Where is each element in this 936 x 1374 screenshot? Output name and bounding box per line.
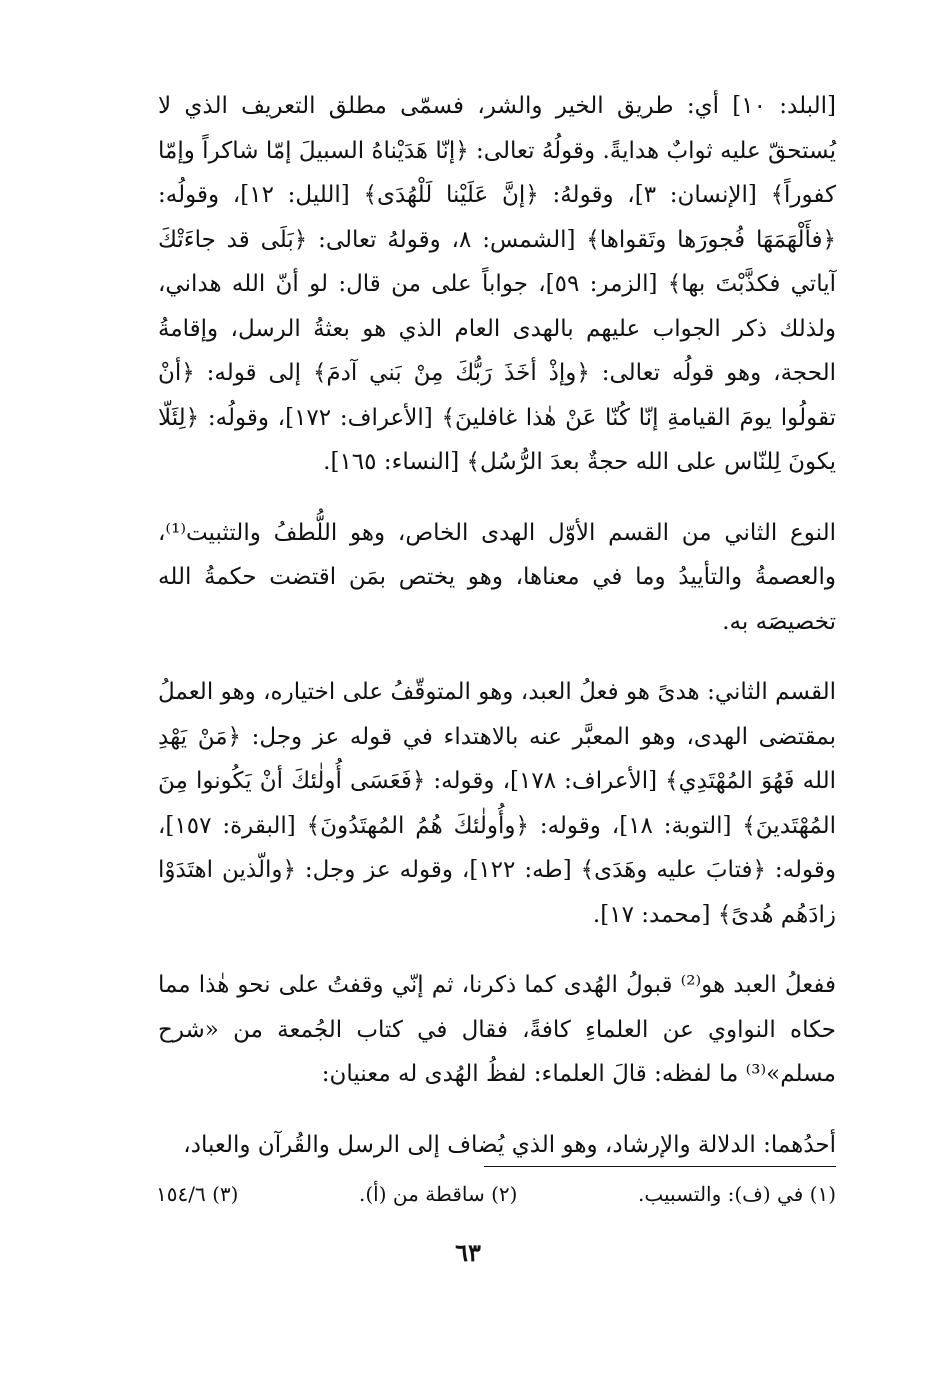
- paragraph-1: [البلد: ١٠] أي: طريق الخير والشر، فسمّى مطلق التعريف الذي لا يُستحقّ عليه ثوابٌ هدايةً. وقولُهُ تعالى: ﴿إنّا هَدَيْناهُ السبيلَ إمّا شاكراً وإمّا كفوراً﴾ [الإنسان: ٣]، وقولهُ: ﴿إنَّ عَلَيْنا لَلْهُدَى﴾ [الليل: ١٢]، وقولُه: ﴿فأَلْهَمَهَا فُجورَها وتَقواها﴾ [الشمس: ٨، وقولهُ تعالى: ﴿بَلَى قد جاءَتْكَ آياتي فكذَّبْتَ بها﴾ [الزمر: ٥٩]، جواباً على من قال: لو أنّ الله هداني، ولذلك ذكر الجواب عليهم بالهدى العام الذي هو بعثةُ الرسل، وإقامةُ الحجة، وهو قولُه تعالى: ﴿وإذْ أخَذَ رَبُّكَ مِنْ بَني آدمَ﴾ إلى قوله: ﴿أنْ تقولُوا يومَ القيامةِ إنّا كُنّا عَنْ هٰذا غافلينَ﴾ [الأعراف: ١٧٢]، وقولُه: ﴿لِئَلّا يكونَ لِلنّاس على الله حجةٌ بعدَ الرُّسُل﴾ [النساء: ١٦٥].: [158, 93, 837, 475]
- page-number: ٦٣: [455, 1238, 481, 1267]
- footnote-3: (٣) ١٥٤/٦: [156, 1182, 239, 1206]
- paragraph-4: ففعلُ العبد هو⁽²⁾ قبولُ الهُدى كما ذكرنا، ثم إنّي وقفتُ على نحو هٰذا مما حكاه النواوي عن العلماءِ كافةً، فقال في كتاب الجُمعة من «شرح مسلم»⁽³⁾ ما لفظه: قالَ العلماء: لفظُ الهُدى له معنيان:: [158, 972, 836, 1087]
- paragraph-2: النوع الثاني من القسم الأوّل الهدى الخاص، وهو اللُّطفُ والتثبيت⁽¹⁾، والعصمةُ والتأييدُ وما في معناها، وهو يختص بمَن اقتضت حكمةُ الله تخصيصَه به.: [158, 519, 836, 635]
- paragraph-3: القسم الثاني: هدىً هو فعلُ العبد، وهو المتوقّفُ على اختياره، وهو العملُ بمقتضى الهدى، وهو المعبَّر عنه بالاهتداء في قوله عز وجل: ﴿مَنْ يَهْدِ الله فَهُوَ المُهْتَدِي﴾ [الأعراف: ١٧٨]، وقوله: ﴿فَعَسَى أُولٰئكَ أنْ يَكُونوا مِنَ المُهْتَدينَ﴾ [التوبة: ١٨]، وقوله: ﴿وأُولٰئكَ هُمُ المُهتَدُونَ﴾ [البقرة: ١٥٧]، وقوله: ﴿فتابَ عليه وهَدَى﴾ [طه: ١٢٢]، وقوله عز وجل: ﴿والّذين اهتَدَوْا زادَهُم هُدىً﴾ [محمد: ١٧].: [158, 679, 837, 928]
- paragraph-5: أحدُهما: الدلالة والإرشاد، وهو الذي يُضاف إلى الرسل والقُرآن والعباد،: [183, 1131, 836, 1158]
- footnotes: [156, 1180, 836, 1208]
- footnote-1: (١) في (ف): والتسبيب.: [638, 1182, 836, 1206]
- footnote-2: (٢) ساقطة من (أ).: [359, 1182, 518, 1206]
- footnote-divider: [484, 1166, 836, 1167]
